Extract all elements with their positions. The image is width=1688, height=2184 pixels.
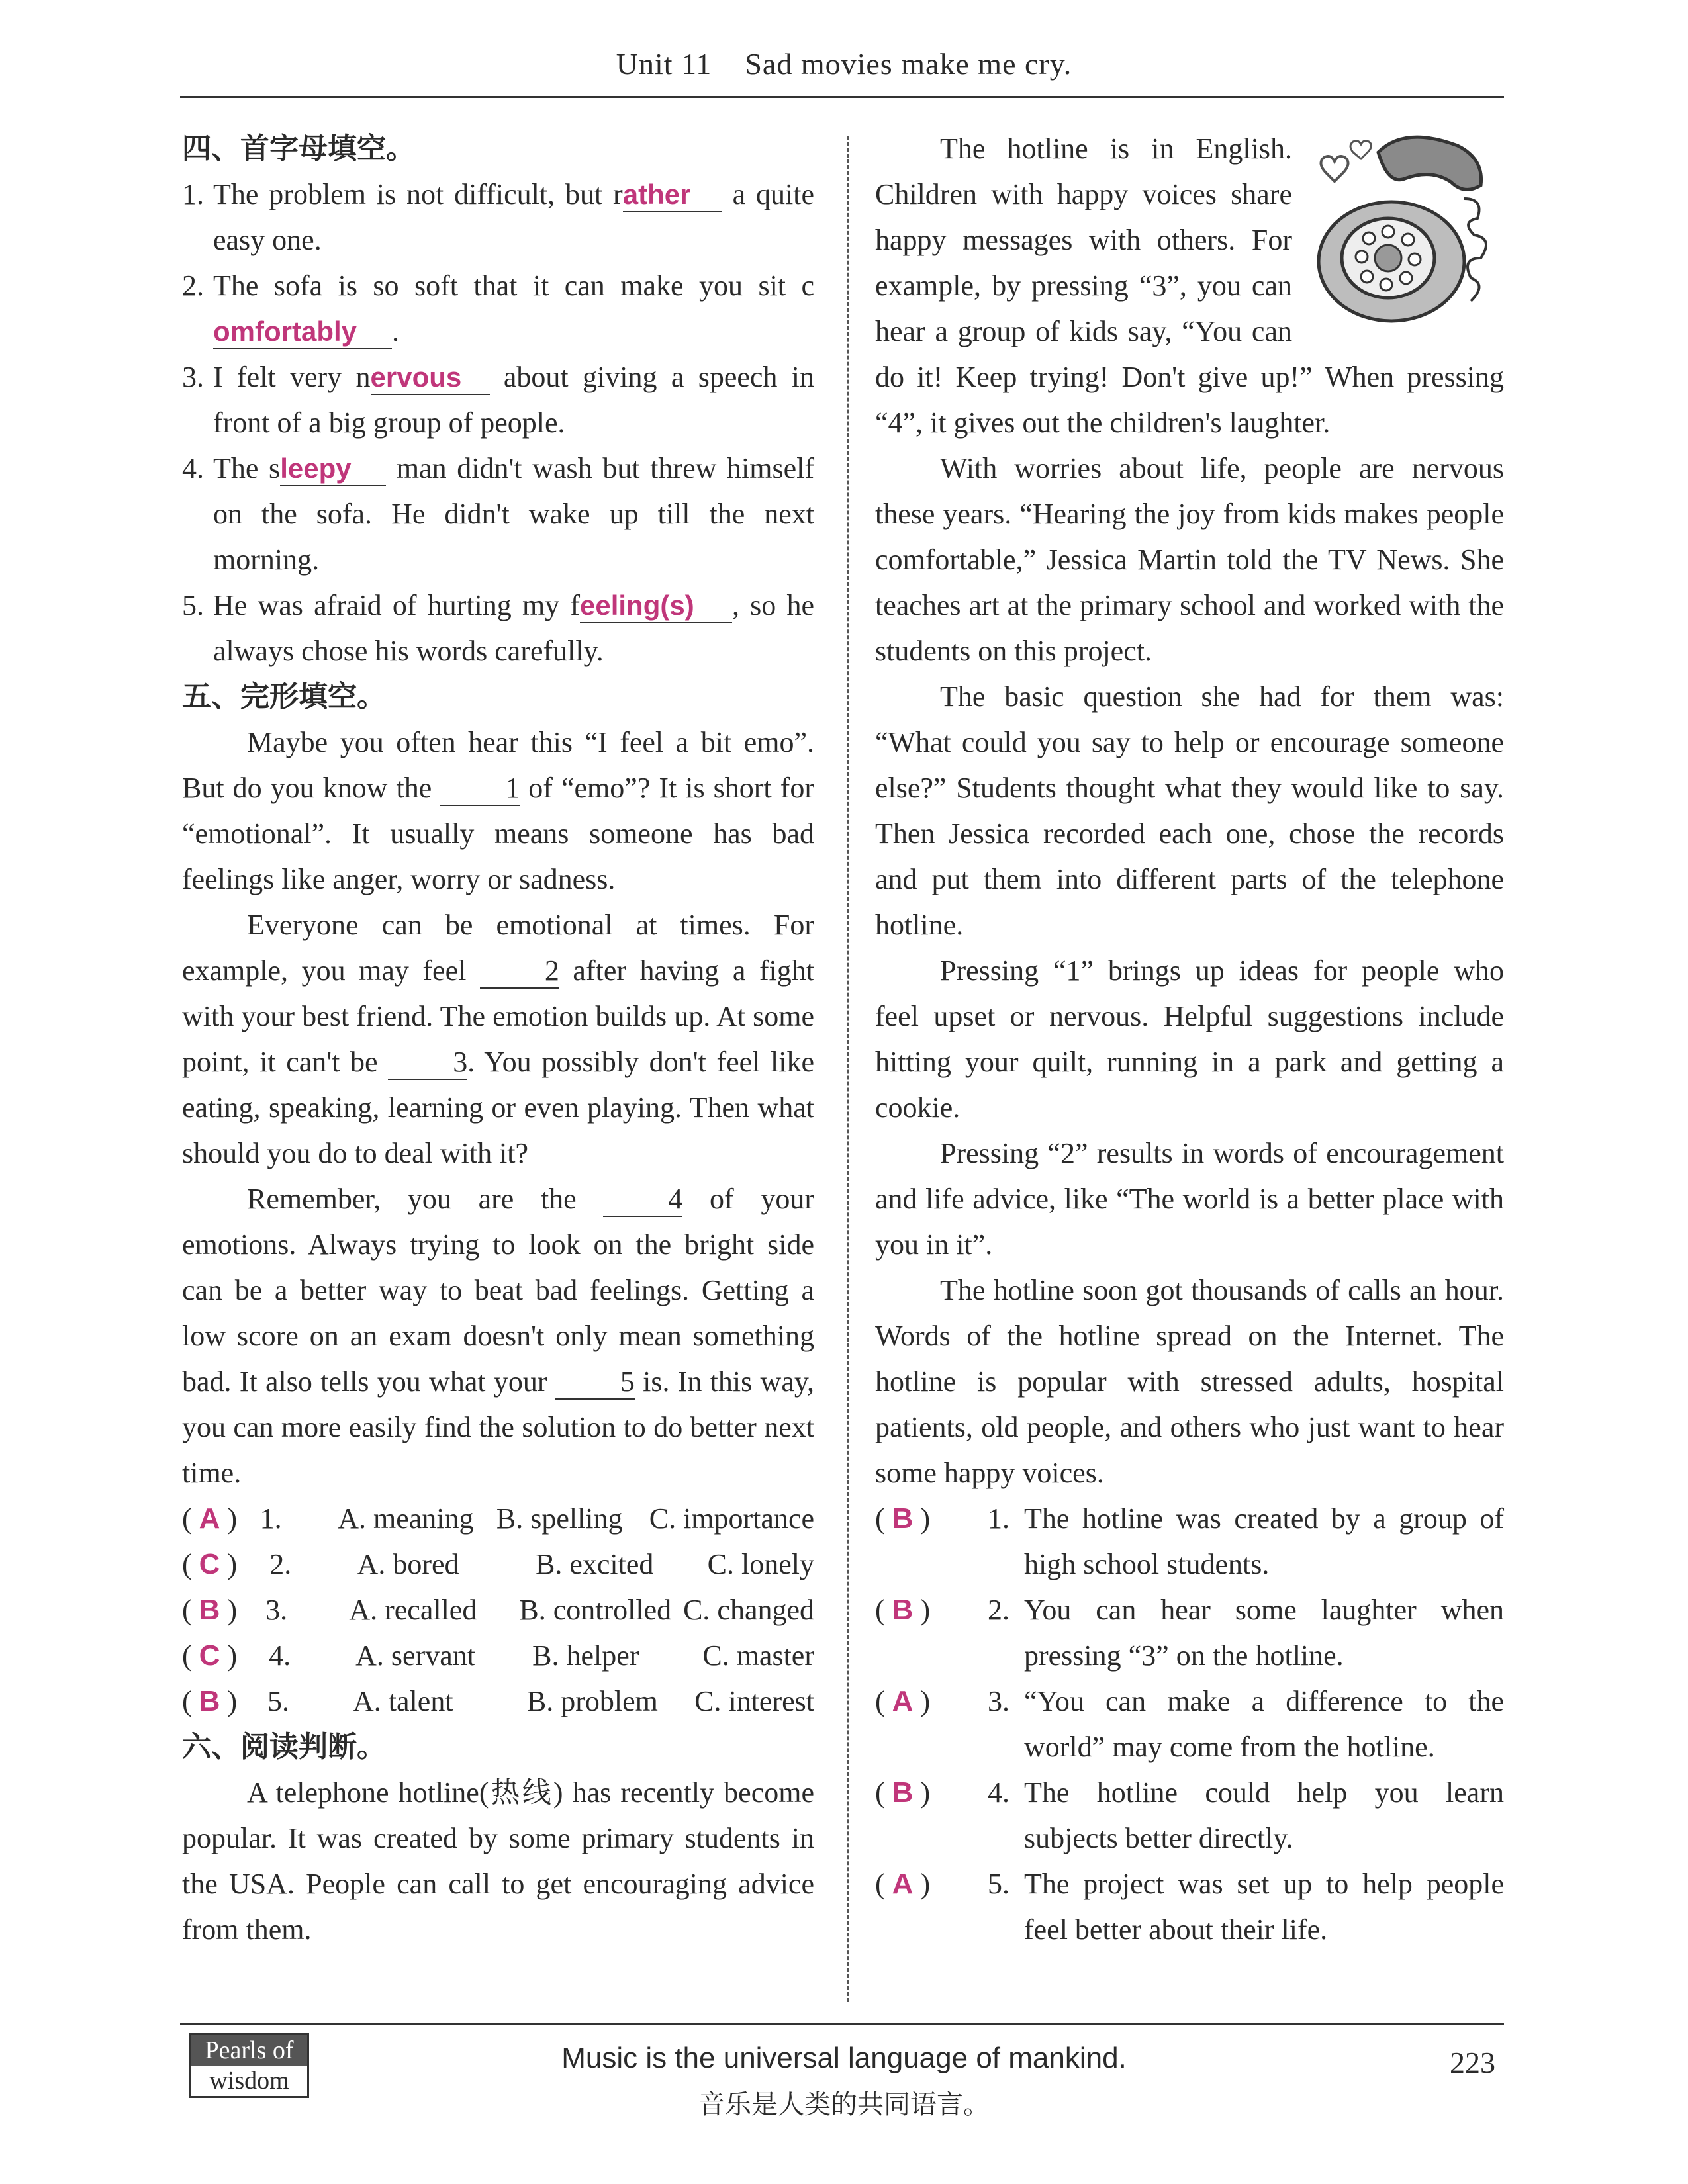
judgement-answer: A bbox=[892, 1685, 914, 1717]
answer-blank: leepy bbox=[280, 452, 386, 486]
cloze-answer: C bbox=[199, 1639, 220, 1672]
quote-chinese: 音乐是人类的共同语言。 bbox=[698, 2089, 990, 2120]
cloze-option-row: ( B ) 3. A. recalled B. controlled C. changed bbox=[182, 1594, 814, 1626]
judgement-item: ( A ) 5. The project was set up to help people feel better about their life. bbox=[875, 1868, 1504, 1946]
cloze-paragraph-3: Remember, you are the 4 of your emotions. Always trying to look on the bright side can be a better way to beat bad feelings. Getting a low score on an exam doesn't only mean something bad. It also tells you what your 5 is. In this way, you can more easily find the solution to do better next time. bbox=[182, 1183, 814, 1489]
reading-paragraph-4: Pressing “1” brings up ideas for people who feel upset or nervous. Helpful suggestions include hitting your quilt, running in a park and getting a cookie. bbox=[875, 954, 1504, 1124]
fill-item-4: 4. The sleepy man didn't wash but threw himself on the sofa. He didn't wake up till the next morning. bbox=[182, 452, 815, 576]
judgement-item: ( A ) 3. “You can make a difference to the world” may come from the hotline. bbox=[875, 1685, 1504, 1763]
cloze-blank-3: 3 bbox=[388, 1046, 467, 1080]
page-header bbox=[0, 46, 1688, 81]
answer-blank: eeling(s) bbox=[580, 589, 732, 623]
judgement-answer: B bbox=[892, 1594, 914, 1626]
cloze-answer: C bbox=[199, 1548, 220, 1580]
cloze-answer: B bbox=[199, 1685, 220, 1717]
reading-paragraph-6: The hotline soon got thousands of calls an hour. Words of the hotline spread on the Internet. The hotline is popular with stressed adults, hospital patients, old people, and others who just want to hear some happy voices. bbox=[875, 1274, 1504, 1489]
answer-blank: omfortably bbox=[213, 315, 392, 349]
fill-item-2: 2. The sofa is so soft that it can make you sit comfortably . bbox=[182, 263, 814, 354]
section6-heading: 六、阅读判断。 bbox=[182, 1730, 386, 1764]
fill-item-5: 5. He was afraid of hurting my feeling(s) , so he always chose his words carefully. bbox=[182, 589, 814, 667]
fill-item-1: 1. The problem is not difficult, but rather a quite easy one. bbox=[182, 178, 814, 256]
cloze-answer: A bbox=[199, 1502, 220, 1535]
cloze-option-row: ( A ) 1. A. meaning B. spelling C. importance bbox=[182, 1502, 814, 1535]
reading-paragraph-2: With worries about life, people are nervous these years. “Hearing the joy from kids makes people comfortable,” Jessica Martin told the TV News. She teaches art at the primary school and worked with the students on this project. bbox=[875, 452, 1504, 667]
badge-top: Pearls of bbox=[191, 2035, 307, 2066]
unit-label: Unit 11 bbox=[616, 47, 712, 81]
header-rule bbox=[180, 96, 1504, 98]
cloze-option-row: ( B ) 5. A. talent B. problem C. interest bbox=[182, 1685, 814, 1717]
cloze-paragraph-2: Everyone can be emotional at times. For example, you may feel 2 after having a fight with your best friend. The emotion builds up. At some point, it can't be 3. You possibly don't feel like eating, speaking, learning or even playing. Then what should you do to deal with it? bbox=[182, 909, 815, 1169]
footer-rule bbox=[180, 2023, 1504, 2025]
fill-item-3: 3. I felt very nervous about giving a speech in front of a big group of people. bbox=[182, 361, 815, 439]
cloze-option-row: ( C ) 2. A. bored B. excited C. lonely bbox=[182, 1548, 814, 1580]
reading-paragraph-3: The basic question she had for them was: “What could you say to help or encourage someone else?” Students thought what they would like to say. Then Jessica recorded each one, chose the records and put them into different parts of the telephone hotline. bbox=[875, 680, 1504, 941]
reading-paragraph-1: The hotline is in English. Children with happy voices share happy messages with others. For example, by pressing “3”, you can hear a group of kids say, “You can do it! Keep trying! Don't give up!” When pressing “4”, it gives out the children's laughter. bbox=[875, 132, 1504, 439]
judgement-item: ( B ) 4. The hotline could help you learn subjects better directly. bbox=[875, 1776, 1504, 1854]
badge-bottom: wisdom bbox=[209, 2067, 289, 2095]
answer-blank: ervous bbox=[371, 361, 490, 395]
left-column bbox=[182, 126, 814, 1952]
right-column bbox=[875, 126, 1504, 1952]
judgement-item: ( B ) 2. You can hear some laughter when pressing “3” on the hotline. bbox=[875, 1594, 1504, 1672]
cloze-blank-2: 2 bbox=[480, 954, 559, 989]
telephone-illustration bbox=[1305, 126, 1504, 331]
reading-paragraph-5: Pressing “2” results in words of encouragement and life advice, like “The world is a better place with you in it”. bbox=[875, 1137, 1504, 1261]
section4-heading: 四、首字母填空。 bbox=[182, 132, 415, 165]
page-number: 223 bbox=[1450, 2046, 1495, 2079]
cloze-blank-4: 4 bbox=[603, 1183, 682, 1217]
cloze-blank-5: 5 bbox=[555, 1365, 635, 1400]
judgement-answer: B bbox=[892, 1776, 914, 1809]
quote-english: Music is the universal language of mankind. bbox=[561, 2042, 1127, 2074]
cloze-answer: B bbox=[199, 1594, 220, 1626]
reading-intro: A telephone hotline(热线) has recently become popular. It was created by some primary students in the USA. People can call to get encouraging advice from them. bbox=[182, 1776, 814, 1946]
judgement-answer: A bbox=[892, 1868, 914, 1900]
cloze-paragraph-1: Maybe you often hear this “I feel a bit emo”. But do you know the 1 of “emo”? It is short for “emotional”. It usually means someone has bad feelings like anger, worry or sadness. bbox=[182, 726, 814, 895]
judgement-answer: B bbox=[892, 1502, 914, 1535]
answer-blank: ather bbox=[623, 178, 722, 212]
section5-heading: 五、完形填空。 bbox=[182, 680, 386, 713]
unit-title: Sad movies make me cry. bbox=[745, 47, 1072, 81]
column-divider bbox=[847, 136, 849, 2002]
judgement-item: ( B ) 1. The hotline was created by a group of high school students. bbox=[875, 1502, 1504, 1580]
cloze-blank-1: 1 bbox=[440, 772, 520, 806]
cloze-option-row: ( C ) 4. A. servant B. helper C. master bbox=[182, 1639, 814, 1672]
